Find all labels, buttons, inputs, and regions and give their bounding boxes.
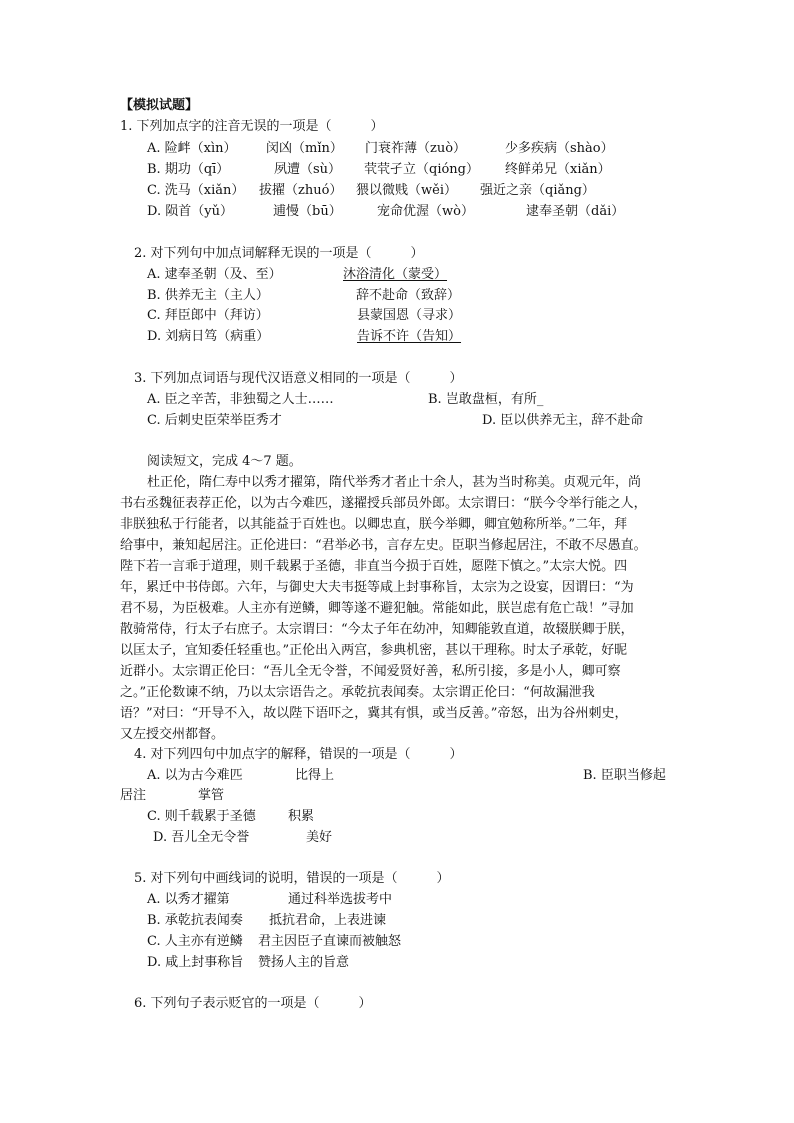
q5-a-item-1: A. 以秀才擢第 (147, 892, 230, 907)
q1-b-item-3: 茕茕孑立（qióng） (364, 162, 480, 177)
q5-d-item-2: 赞扬人主的旨意 (258, 955, 350, 970)
passage-line: 语？”对曰：“开导不入，故以陛下语吓之，冀其有惧，或当反善。”帝怒，出为谷州刺史， (120, 706, 628, 721)
q4-option-b: B. 臣职当修起 (583, 768, 666, 783)
q1-b-item-2: 夙遭（sù） (274, 162, 342, 177)
q2-b-item-1: B. 供养无主（主人） (147, 288, 269, 303)
q2-option-d (147, 328, 461, 345)
q4-option-b-cont (120, 787, 224, 804)
q1-d-item-4: 逮奉圣朝（dǎi） (526, 204, 625, 219)
q6-stem: 6. 下列句子表示贬官的一项是（ ） (134, 996, 372, 1011)
q1-c-item-4: 强近之亲（qiǎng） (480, 183, 595, 198)
passage-line: 近群小。太宗谓正伦曰：“吾儿全无令誉，不闻爱贤好善，私所引接，多是小人，卿可察 (120, 664, 621, 679)
q2-option-c (147, 307, 461, 324)
passage-line: 陛下若一言乖于道理，则千载累于圣德，非直当今损于百姓，愿陛下慎之。”太宗大悦。四 (120, 559, 628, 574)
q1-d-item-1: D. 陨首（yǔ） (147, 204, 233, 219)
q5-c-item-2: 君主因臣子直谏而被触怒 (258, 934, 402, 949)
passage-line: 书右丞魏征表荐正伦，以为古今难匹，遂擢授兵部员外郎。太宗谓曰：“朕今令举行能之人， (120, 496, 647, 511)
q1-b-item-1: B. 期功（qī） (147, 162, 230, 177)
passage-line: 又左授交州都督。 (120, 727, 225, 742)
passage-line: 给事中，兼知起居注。正伦进曰：“君举必书，言存左史。臣职当修起居注，不敢不尽愚直。 (120, 538, 647, 553)
q2-a-item-1: A. 逮奉圣朝（及、至） (147, 267, 282, 282)
q2-c-item-2: 县蒙国恩（寻求） (357, 308, 462, 323)
q4-b-item-2: 居注 (120, 788, 147, 803)
q1-d-item-2: 逋慢（bū） (273, 204, 342, 219)
q5-option-a (147, 891, 392, 908)
q3-option-c: C. 后刺史臣荣举臣秀才 (147, 413, 282, 428)
q4-b-item-3: 掌管 (198, 788, 225, 803)
q3-stem: 3. 下列加点词语与现代汉语意义相同的一项是（ ） (134, 371, 463, 386)
q1-option-c (147, 182, 595, 199)
q5-d-item-1: D. 咸上封事称旨 (147, 955, 244, 970)
q4-a-item-2: 比得上 (295, 768, 335, 783)
q4-c-item-2: 积累 (288, 809, 315, 824)
q1-c-item-2: 拔擢（zhuó） (259, 183, 343, 198)
q4-stem: 4. 对下列四句中加点字的解释，错误的一项是（ ） (134, 747, 463, 762)
q3-option-a: A. 臣之辛苦，非独蜀之人士…… (147, 392, 334, 407)
passage-line: 非朕独私于行能者，以其能益于百姓也。以卿忠直，朕今举卿，卿宜勉称所举。”二年，拜 (120, 517, 628, 532)
q5-option-d (147, 954, 349, 971)
q4-option-d (153, 829, 332, 846)
q1-option-b (147, 161, 611, 178)
passage-line: 以匡太子，宜知委任轻重也。”正伦出入两宫，参典机密，甚以干理称。时太子承乾，好昵 (120, 643, 628, 658)
q2-option-b (147, 287, 460, 304)
q2-option-a (147, 266, 447, 283)
q1-a-item-4: 少多疾病（shào） (505, 141, 614, 156)
q4-c-item-1: C. 则千载累于圣德 (147, 809, 256, 824)
passage-line: 年，累迁中书侍郎。六年，与御史大夫韦挺等咸上封事称旨，太宗为之设宴，因谓曰：“为 (120, 580, 634, 595)
section-title: 【模拟试题】 (120, 98, 199, 113)
passage-line: 之。”正伦数谏不纳，乃以太宗语告之。承乾抗表闻奏。太宗谓正伦曰：“何故漏泄我 (120, 685, 595, 700)
q2-d-item-2: 告诉不许（告知） (357, 329, 462, 344)
q5-a-item-2: 通过科举选拔考中 (288, 892, 393, 907)
q1-option-d (147, 203, 624, 220)
q1-b-item-4: 终鲜弟兄（xiǎn） (505, 162, 611, 177)
q4-option-a (147, 767, 334, 784)
q1-c-item-1: C. 洗马（xiǎn） (147, 183, 245, 198)
q2-stem: 2. 对下列句中加点词解释无误的一项是（ ） (134, 246, 424, 261)
q4-option-c (147, 808, 314, 825)
passage-line: 杜正伦，隋仁寿中以秀才擢第，隋代举秀才者止十余人，甚为当时称美。贞观元年，尚 (147, 475, 642, 490)
q3-option-d: D. 臣以供养无主，辞不赴命 (482, 413, 644, 428)
q1-option-a (147, 140, 614, 157)
q5-option-c (147, 933, 401, 950)
q3-option-b: B. 岂敢盘桓，有所_ (428, 392, 544, 407)
q5-c-item-1: C. 人主亦有逆鳞 (147, 934, 243, 949)
q1-d-item-3: 宠命优渥（wò） (377, 204, 474, 219)
q4-a-item-1: A. 以为古今难匹 (147, 768, 243, 783)
q1-a-item-3: 门衰祚薄（zuò） (365, 141, 467, 156)
q5-b-item-2: 抵抗君命，上表进谏 (269, 913, 387, 928)
q1-a-item-1: A. 险衅（xìn） (147, 141, 237, 156)
q1-a-item-2: 闵凶（mǐn） (266, 141, 343, 156)
q2-b-item-2: 辞不赴命（致辞） (356, 288, 461, 303)
q4-d-item-2: 美好 (306, 830, 333, 845)
passage-line: 君不易，为臣极难。人主亦有逆鳞，卿等遂不避犯触。常能如此，朕岂虑有危亡哉！”寻加 (120, 601, 634, 616)
q2-a-item-2: 沐浴清化（蒙受） (343, 267, 448, 282)
q1-stem: 1. 下列加点字的注音无误的一项是（ ） (120, 119, 384, 134)
q5-stem: 5. 对下列句中画线词的说明，错误的一项是（ ） (134, 871, 450, 886)
q1-c-item-3: 猥以微贱（wěi） (356, 183, 457, 198)
q5-b-item-1: B. 承乾抗表闻奏 (147, 913, 243, 928)
passage-intro: 阅读短文，完成 4～7 题。 (147, 454, 302, 469)
q4-d-item-1: D. 吾儿全无令誉 (153, 830, 250, 845)
q2-c-item-1: C. 拜臣郎中（拜访） (147, 308, 269, 323)
passage-line: 散骑常侍，行太子右庶子。太宗谓曰：“今太子年在幼冲，知卿能敦直道，故辍朕卿于朕， (120, 622, 634, 637)
q5-option-b (147, 912, 386, 929)
q2-d-item-1: D. 刘病日笃（病重） (147, 329, 270, 344)
